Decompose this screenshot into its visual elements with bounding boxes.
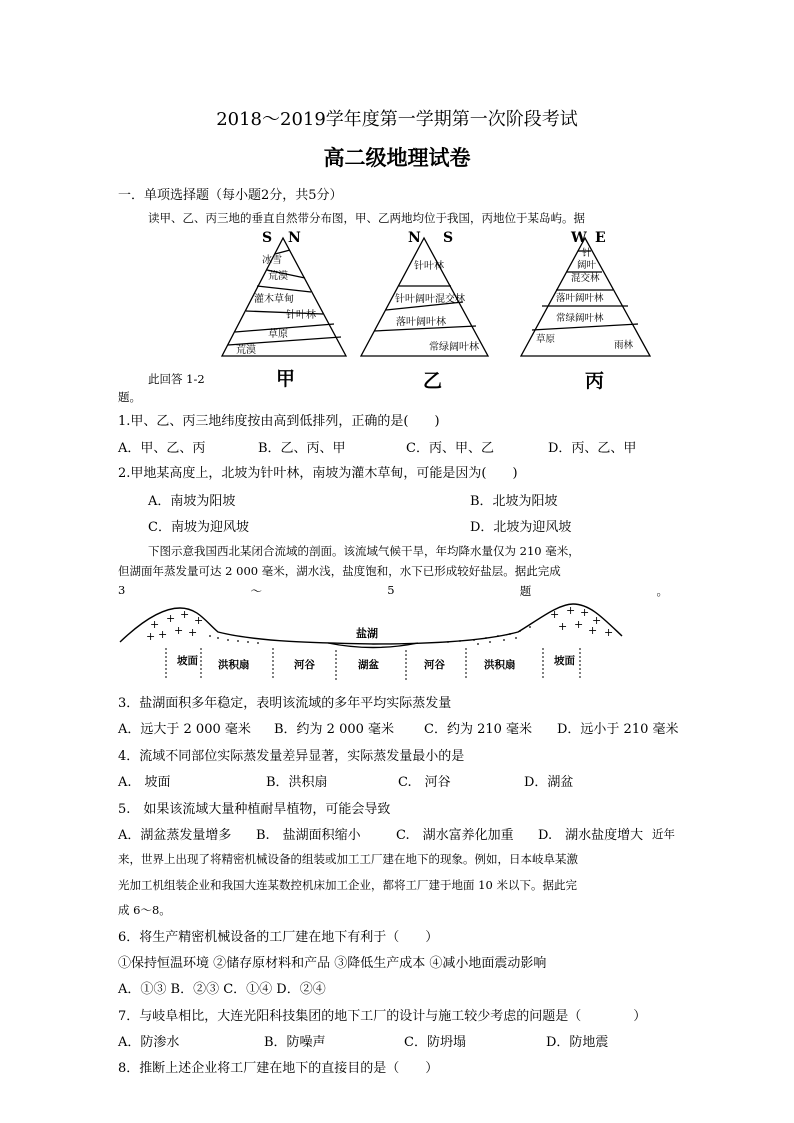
svg-text:+: + [558,620,568,633]
yi-band-1: 针叶林 [414,261,444,272]
q7-option-a[interactable]: A．防渗水 [118,1035,180,1050]
intro-line-2a: 此回答 1-2 [148,372,205,386]
q4-stem: 4．流域不同部位实际蒸发量差异显著，实际蒸发量最小的是 [118,749,465,764]
svg-text:+: + [574,618,584,631]
q8-stem: 8．推断上述企业将工厂建在地下的直接目的是（ ） [118,1061,439,1076]
q1-option-d[interactable]: D．丙、乙、甲 [548,441,637,456]
intro-line-2b: 题。 [118,390,141,404]
jia-top-left: S [262,230,273,246]
q4-option-a[interactable]: A. 坡面 [118,775,171,790]
q1-option-c[interactable]: C．丙、甲、乙 [406,441,494,456]
passage3-line-4: 成 6～8。 [118,903,171,917]
passage2-line-2: 但湖面年蒸发量可达 2 000 毫米，湖水浅，盐度饱和，水下已形成较好盐层。据此完成 [118,564,561,578]
section-heading: 一．单项选择题（每小题2分，共5分） [118,188,343,203]
svg-text:+: + [604,626,614,639]
mountain-plus-marks [146,604,613,643]
q3-option-c[interactable]: C．约为 210 毫米 [424,722,533,737]
q3-option-d[interactable]: D．远小于 210 毫米 [557,722,679,737]
yi-top-right: S [443,230,454,246]
zone-slope-left: 坡面 [177,655,198,667]
label-bing: 丙 [585,370,605,392]
q5-option-b[interactable]: B. 盐湖面积缩小 [256,828,361,843]
svg-text:+: + [188,626,198,639]
q2-option-b[interactable]: B．北坡为阳坡 [470,494,558,509]
q2-stem: 2.甲地某高度上，北坡为针叶林，南坡为灌木草甸，可能是因为( ) [118,466,518,481]
label-yi: 乙 [423,370,443,392]
yi-band-4: 常绿阔叶林 [429,342,479,353]
q1-option-a[interactable]: A．甲、乙、丙 [118,441,206,456]
q6-options[interactable]: A．①③ B．②③ C．①④ D．②④ [118,982,326,997]
q7-option-b[interactable]: B．防噪声 [264,1035,326,1050]
svg-text:+: + [550,608,560,621]
zone-valley-left: 河谷 [294,659,315,671]
passage3-line-1-tail: 近年 [652,827,675,841]
bing-band-7: 雨林 [614,340,634,351]
svg-text:+: + [146,630,156,643]
q4-option-d[interactable]: D．湖盆 [524,775,574,790]
passage2-line-3 [118,583,668,599]
jia-band-2: 荒漠 [268,271,288,282]
svg-text:+: + [150,618,160,631]
vertical-zonation-figure [210,226,670,386]
exam-title: 2018～2019学年度第一学期第一次阶段考试 [216,109,578,130]
q4-option-b[interactable]: B．洪积扇 [266,775,328,790]
jia-band-5: 草原 [268,329,288,340]
jia-band-3: 灌木草甸 [254,294,294,305]
q6-choices: ①保持恒温环境 ②储存原材料和产品 ③降低生产成本 ④减小地面震动影响 [118,956,547,971]
q3-stem: 3．盐湖面积多年稳定，表明该流域的多年平均实际蒸发量 [118,696,452,711]
passage2-line-3-part-4: 题 [519,584,532,598]
q2-option-c[interactable]: C．南坡为迎风坡 [148,520,249,535]
bing-band-2: 阔叶 [577,260,597,271]
yi-band-3: 落叶阔叶林 [396,317,446,328]
svg-text:+: + [174,624,184,637]
svg-text:+: + [180,608,190,621]
q7-stem: 7．与岐阜相比，大连光阳科技集团的地下工厂的设计与施工较少考虑的问题是（ ） [118,1009,647,1024]
passage2-line-3-part-5: 。 [656,584,668,598]
q3-option-b[interactable]: B．约为 2 000 毫米 [274,722,395,737]
bing-band-5: 常绿阔叶林 [556,313,604,324]
zone-slope-right: 坡面 [554,655,575,667]
bing-band-3: 混交林 [571,273,600,284]
exam-subtitle: 高二级地理试卷 [323,145,471,170]
svg-text:+: + [166,612,176,625]
salt-lake-label: 盐湖 [356,627,378,640]
q5-option-a[interactable]: A．湖盆蒸发量增多 [118,828,232,843]
svg-text:+: + [592,614,602,627]
passage2-line-3-part-2: ～ [250,584,263,598]
passage2-line-1: 下图示意我国西北某闭合流域的剖面。该流域气候干旱，年均降水量仅为 210 毫米， [148,544,580,558]
svg-text:+: + [566,604,576,617]
jia-band-4: 针叶林 [286,310,316,321]
label-jia: 甲 [276,368,296,390]
q7-option-d[interactable]: D．防地震 [546,1035,609,1050]
bing-band-6: 草原 [536,334,556,345]
passage3-line-3: 光加工机组装企业和我国大连某数控机床加工企业，都将工厂建于地面 10 米以下。据此完 [118,878,577,892]
zone-fan-left: 洪积扇 [218,659,250,671]
q1-option-b[interactable]: B．乙、丙、甲 [258,441,346,456]
jia-band-1: 冰雪 [262,255,282,266]
q1-stem: 1.甲、乙、丙三地纬度按由高到低排列，正确的是( ) [118,414,440,429]
q3-option-a[interactable]: A．远大于 2 000 毫米 [118,722,251,737]
q2-option-d[interactable]: D．北坡为迎风坡 [470,520,572,535]
svg-text:+: + [580,606,590,619]
passage2-line-3-part-1: 3 [118,583,126,597]
bing-top-left: W [571,230,587,246]
jia-band-6: 荒漠 [236,345,256,356]
q2-option-a[interactable]: A．南坡为阳坡 [148,494,236,509]
zone-fan-right: 洪积扇 [484,659,516,671]
q5-option-d[interactable]: D. 湖水盐度增大 [538,828,644,843]
yi-band-2: 针叶阔叶混交林 [395,294,465,305]
passage2-line-3-part-3: 5 [387,583,395,597]
q7-option-c[interactable]: C．防坍塌 [404,1035,466,1050]
jia-top-right: N [288,230,301,246]
bing-top-right: E [595,230,606,246]
intro-line-1: 读甲、乙、丙三地的垂直自然带分布图，甲、乙两地均位于我国，丙地位于某岛屿。据 [148,211,585,225]
zone-valley-right: 河谷 [424,659,445,671]
zone-basin: 湖盆 [358,659,379,671]
svg-text:+: + [158,628,168,641]
svg-text:+: + [194,614,204,627]
q4-option-c[interactable]: C. 河谷 [398,775,451,790]
bing-band-4: 落叶阔叶林 [556,293,604,304]
bing-band-1: 针 [582,248,592,259]
svg-text:+: + [588,624,598,637]
passage3-line-2: 来，世界上出现了将精密机械设备的组装或加工工厂建在地下的现象。例如，日本岐阜某激 [118,852,578,866]
q6-stem: 6．将生产精密机械设备的工厂建在地下有利于（ ） [118,930,439,945]
q5-option-c[interactable]: C. 湖水富养化加重 [396,828,514,843]
q5-stem: 5. 如果该流域大量种植耐旱植物，可能会导致 [118,802,391,817]
yi-top-left: N [408,230,421,246]
basin-profile-figure [118,600,628,682]
